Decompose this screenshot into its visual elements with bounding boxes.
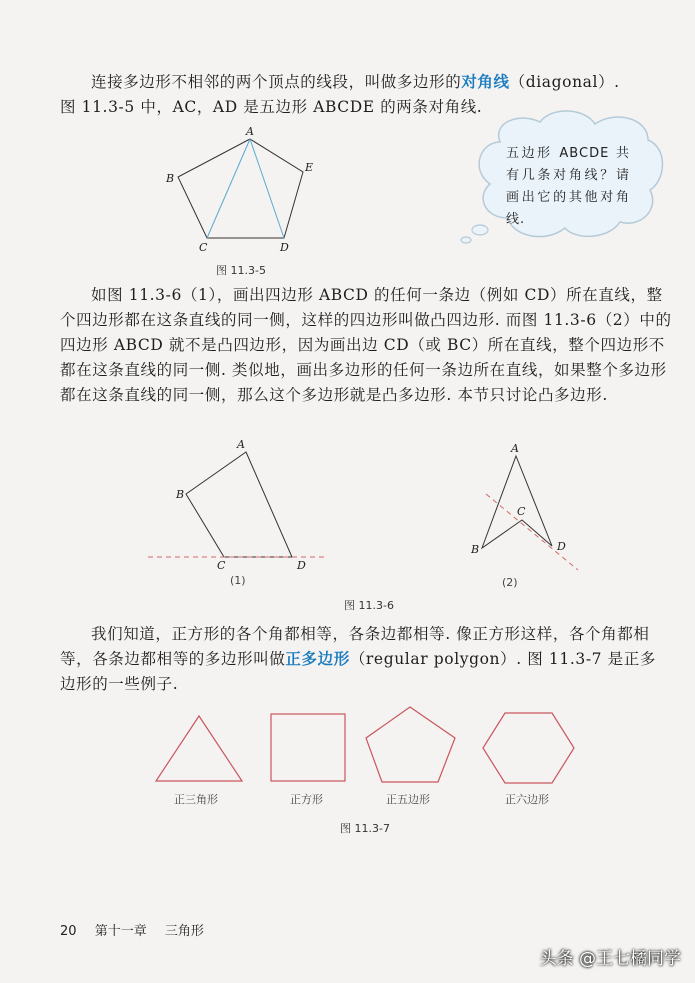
fig2a-label-b: B xyxy=(176,488,185,501)
fig1-caption: 图 11.3-5 xyxy=(216,264,266,277)
equilateral-triangle xyxy=(156,716,242,781)
fig1-label-e: E xyxy=(305,161,314,174)
fig2b-label-d: D xyxy=(557,540,566,553)
fig1-label-c: C xyxy=(199,241,208,254)
shape-label-triangle: 正三角形 xyxy=(174,793,218,806)
fig2-sub1: (1) xyxy=(230,574,246,587)
watermark: 头条 @王七橘同学 xyxy=(539,949,681,969)
para1-line1-pre: 连接多边形不相邻的两个顶点的线段，叫做多边形的 xyxy=(91,73,462,91)
chapter-title: 三角形 xyxy=(164,924,204,939)
fig2-sub2: (2) xyxy=(502,576,518,589)
fig3-caption: 图 11.3-7 xyxy=(340,822,390,835)
fig2-caption: 图 11.3-6 xyxy=(344,599,394,612)
page-number: 20 xyxy=(60,924,77,939)
fig2a-label-a: A xyxy=(237,438,245,451)
shape-label-square: 正方形 xyxy=(290,793,323,806)
fig2b-label-b: B xyxy=(471,543,480,556)
fig1-label-b: B xyxy=(166,172,175,185)
chapter-label: 第十一章 xyxy=(94,924,147,939)
page-footer xyxy=(60,920,218,939)
fig2b-label-a: A xyxy=(511,442,519,455)
para3-pre: 我们知道，正方形的各个角都相等，各条边都相等. 像正方形这样，各个角都相等，各条边都相等的多边形叫做 xyxy=(60,625,650,668)
fig2a-label-d: D xyxy=(297,559,306,572)
fig1-label-d: D xyxy=(280,241,289,254)
fig2a-label-c: C xyxy=(217,559,226,572)
regular-hexagon xyxy=(483,713,574,783)
regular-pentagon xyxy=(366,707,455,782)
fig1-label-a: A xyxy=(246,125,254,138)
term-diagonal: 对角线 xyxy=(461,73,510,91)
cloud-question: 五边形 ABCDE 共有几条对角线？请画出它的其他对角线. xyxy=(506,146,630,227)
fig2b-label-c: C xyxy=(517,505,526,518)
para2-text: 如图 11.3-6（1），画出四边形 ABCD 的任何一条边（例如 CD）所在直线，整个四边形都在这条直线的同一侧，这样的四边形叫做凸四边形. 而图 11.3-6（2）中的四边形 ABCD 就不是凸四边形，因为画出边 CD（或 BC）所在直线，整个四边形不都在这条直线的同一侧. 类似地，画出多边形的任何一条边所在直线，如果整个多边形都在这条直线的同一侧，那么这个多边形就是凸多边形. 本节只讨论凸多边形. xyxy=(60,286,672,404)
para1-line1-post: （diagonal）. xyxy=(509,73,620,91)
para3-post: （regular polygon）. 图 11.3-7 是正多边形的一些例子. xyxy=(60,650,656,693)
square xyxy=(271,714,345,781)
term-regular-polygon: 正多边形 xyxy=(285,650,350,668)
para1-line2: 图 11.3-5 中，AC，AD 是五边形 ABCDE 的两条对角线. xyxy=(60,98,483,116)
shape-label-hexagon: 正六边形 xyxy=(505,793,549,806)
shape-label-pentagon: 正五边形 xyxy=(386,793,430,806)
